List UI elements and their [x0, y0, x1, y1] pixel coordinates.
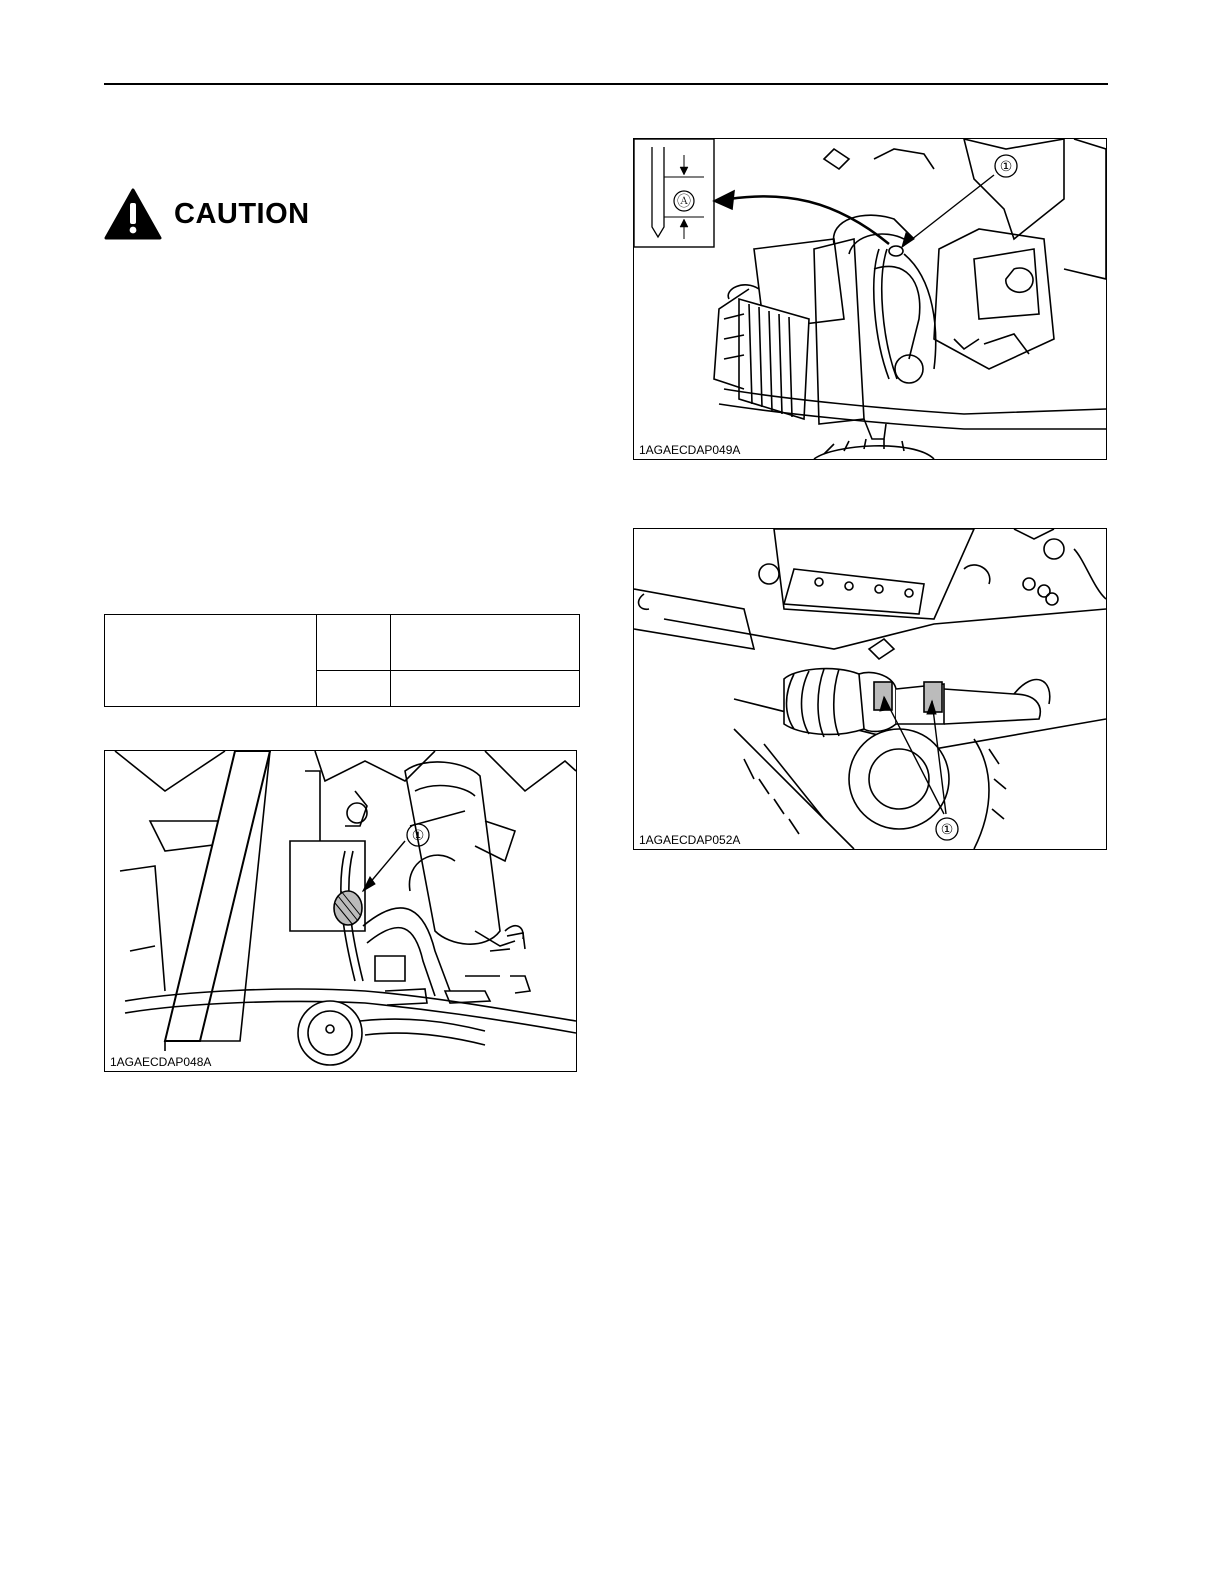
engine-illustration-3 [634, 529, 1106, 849]
callout-1-label: ① [411, 828, 425, 844]
figure-reserve-tank [633, 138, 1107, 460]
callout-1-label: ① [940, 822, 954, 838]
spec-cell-unit-1 [317, 615, 391, 671]
callout-a-label: Ⓐ [677, 194, 691, 210]
figure-3-caption: 1AGAECDAP052A [639, 833, 741, 847]
spec-cell-item [105, 615, 317, 707]
spec-cell-unit-2 [317, 671, 391, 707]
caution-block [104, 188, 310, 240]
caution-label: CAUTION [174, 197, 310, 230]
figure-radiator-cap [104, 750, 577, 1072]
header-rule [104, 83, 1108, 85]
figure-hose-clamps [633, 528, 1107, 850]
spec-cell-value-2 [391, 671, 580, 707]
spec-table [104, 614, 580, 707]
engine-illustration-1 [105, 751, 576, 1071]
engine-illustration-2 [634, 139, 1106, 459]
figure-2-caption: 1AGAECDAP049A [639, 443, 741, 457]
warning-triangle-icon [104, 188, 162, 240]
figure-1-caption: 1AGAECDAP048A [110, 1055, 212, 1069]
callout-1-label: ① [999, 159, 1013, 175]
spec-cell-value-1 [391, 615, 580, 671]
